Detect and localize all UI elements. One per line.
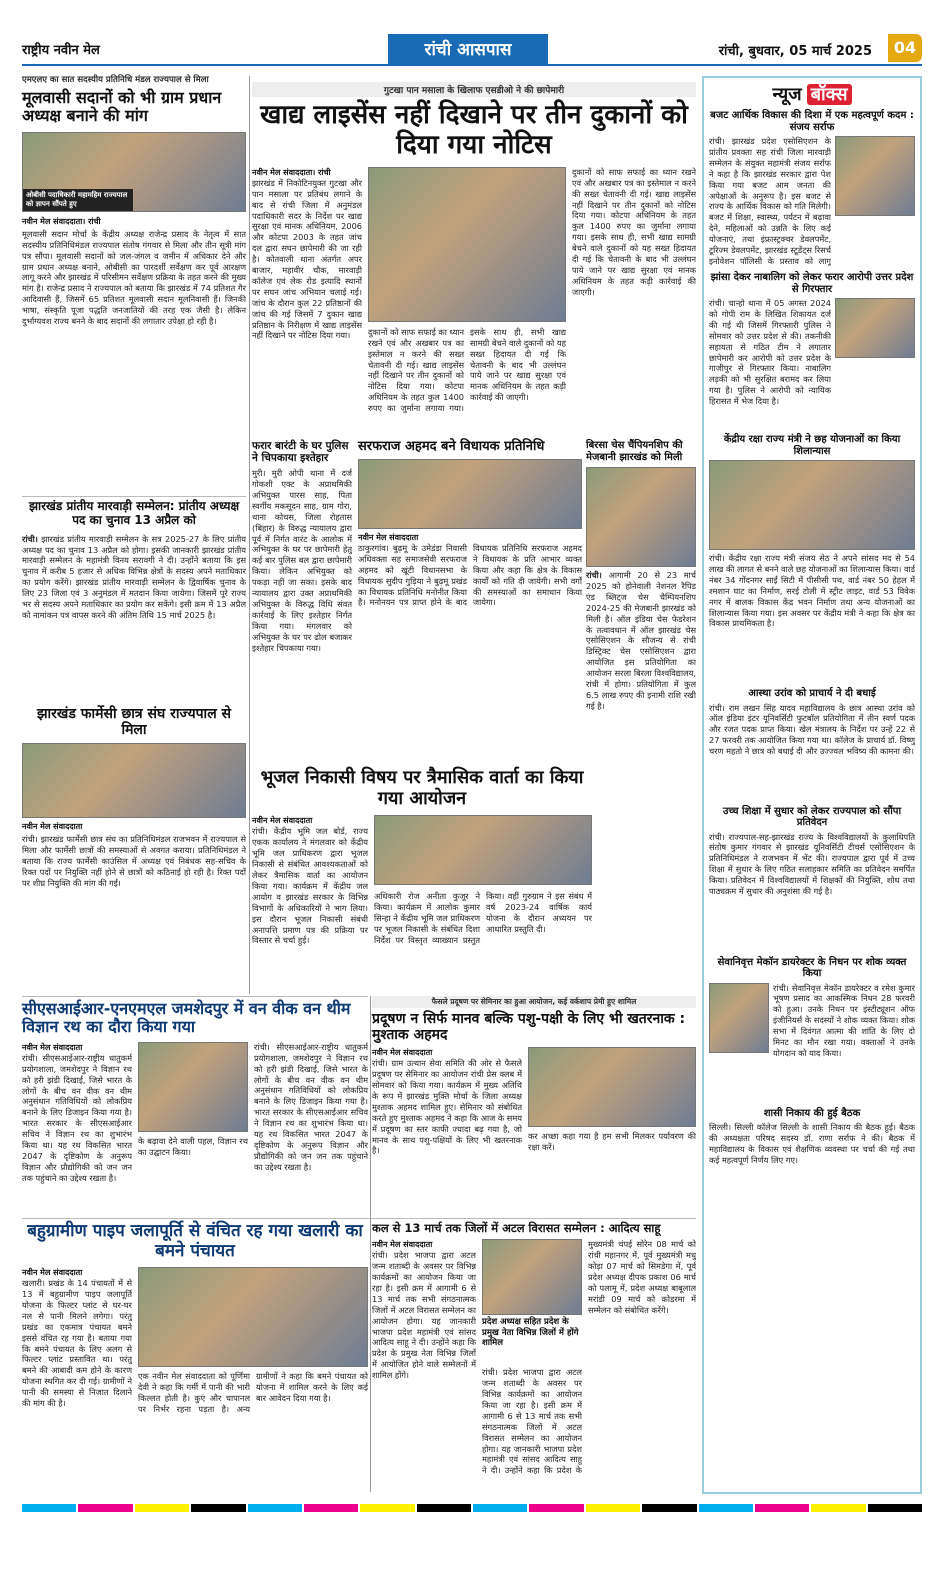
news-item [709, 272, 915, 428]
article-text: झारखंड प्रांतीय मारवाड़ी सम्मेलन के सत्र 2025-27 के लिए प्रांतीय अध्यक्ष पद का चुनाव 13 अप्रैल को होगा। इसकी जानकारी झारखंड प्रांतीय मारवाड़ी सम्मेलन के महामंत्री विनय सरावगी ने दी। उन्होंने बताया कि इस चुनाव में करीब 5 हजार से अधिक विभिन्न क्षेत्रों के सदस्य अपने मताधिकार का प्रयोग करेंगे। झारखंड प्रांतीय मारवाड़ी सम्मेलन के द्विवार्षिक चुनाव के लिए 23 जिला एवं 3 अनुमंडल में मतदान किया जायेगा। जिसमें पूरे राज्य भर से सदस्य अपने मताधिकार का प्रयोग कर सकेंगे। इसी क्रम में 13 अप्रैल को नामांकन पत्र वापस करने की अंतिम तिथि 15 मार्च 2025 है। [22, 533, 246, 620]
news-item-body: सिल्ली। सिल्ली कॉलेज सिल्ली के शासी निकाय की बैठक हुई। बैठक की अध्यक्षता परिषद सदस्य डॉ. राणा सर्राफ ने की। बैठक में महाविद्यालय के विकास एवं शैक्षणिक व्यवस्था पर चर्चा की गई तथा कई महत्वपूर्ण निर्णय लिए गए। [709, 1122, 915, 1165]
news-item-title: केंद्रीय रक्षा राज्य मंत्री ने छह योजनाओं का किया शिलान्यास [723, 434, 901, 457]
article-byline: रांची। [22, 533, 38, 544]
article-headline: कल से 13 मार्च तक जिलों में अटल विरासत सम्मेलन : आदित्य साहू [372, 1221, 661, 1235]
article-headline: भूजल निकासी विषय पर त्रैमासिक वार्ता का किया गया आयोजन [260, 767, 584, 809]
photo-caption: के बढ़ावा देने वाली पहल, विज्ञान रथ का उद्घाटन किया। [138, 1135, 248, 1157]
divider [22, 996, 368, 997]
article-byline: नवीन मेल संवाददाता [358, 532, 419, 542]
article-photo [138, 1267, 368, 1367]
article-column [372, 1239, 476, 1472]
article-water-supply [22, 1222, 368, 1492]
article-headline: झारखंड प्रांतीय मारवाड़ी सम्मेलन: प्रांतीय अध्यक्ष पद का चुनाव 13 अप्रैल को [28, 499, 240, 527]
news-item [709, 806, 915, 952]
column-rule [249, 76, 250, 994]
article-body: मूलवासी सदान मोर्चा के केंद्रीय अध्यक्ष राजेन्द्र प्रसाद के नेतृत्व में सात सदस्यीय प्रतिनिधिमंडल राज्यपाल संतोष गंगवार से मिला और तीन सूत्री मांग पत्र सौंपा। मूलवासी सदानों को जल-जंगल व जमीन में अधिकार देने और ग्राम प्रधान अध्यक्ष बनाने, ओबीसी का पारदर्शी सर्वेक्षण कर पूर्व आरक्षण लागू करने और झारखंड में परिसीमन सर्वेक्षण प्रक्रिया के तहत करने की मुख्य मांग है। राजेन्द्र प्रसाद ने राज्यपाल को बताया कि झारखंड में 74 प्रतिशत गैर आदिवासी हैं, जिसमें 65 प्रतिशत मूलवासी सदान मूलनिवासी हैं। जिनकी भाषा, संस्कृति पूजा पद्धति जनजातियों की तरह एक जैसी है। लेकिन दुर्भाग्यवश राज्य बनने के बाद सदानों की लगातार उपेक्षा हो रही है। [22, 228, 246, 327]
news-item-body: रांची। चान्हो थाना में 05 अगस्त 2024 को गोपी राम के लिखित शिकायत दर्ज की गई थी जिसमें गिरफ्तारी पुलिस ने सोमवार को उत्तर प्रदेश से की। तकनीकी सहायता से गठित टीम ने लगातार छापेमारी कर आरोपी को उत्तर प्रदेश के गाजीपुर से गिरफ्तार किया। नाबालिग लड़की को भी सुरक्षित बरामद कर लिया गया है। पुलिस ने आरोपी को न्यायिक हिरासत में भेज दिया है। [709, 298, 831, 407]
article-column [372, 1047, 522, 1194]
article-headline: बहुग्रामीण पाइप जलापूर्ति से वंचित रह गया खलारी का बमने पंचायत [27, 1221, 363, 1261]
article-headline: बिरसा चेस चैंपियनशिप की मेजबानी झारखंड को मिली [586, 440, 683, 463]
article-body [22, 534, 246, 679]
article-column [252, 815, 368, 984]
article-body: झारखंड में निकोटिनयुक्त गुटखा और पान मसाला पर प्रतिबंध लगाने के बाद से रांची जिला में अनुमंडल पदाधिकारी सदर के निर्देश पर खाद्य सुरक्षा एवं मानक अधिनियम, 2006 और कोटपा 2003 के तहत जांच दल द्वारा सघन छापेमारी की जा रही है। कोतवाली थाना अंतर्गत अपर बाजार, महावीर चौक, मारवाड़ी कॉलेज एवं लेक रोड इत्यादि स्थानों पर सघन जांच अभियान चलाई गई। जांच के दौरान कुल 22 प्रतिष्ठानों की जांच की गई जिसमें 7 दुकान खाद्य प्रतिष्ठान के निरीक्षण में खाद्य लाइसेंस नहीं दिखाने पर नोटिस दिया गया। [252, 177, 362, 341]
article-headline: खाद्य लाइसेंस नहीं दिखाने पर तीन दुकानों को दिया गया नोटिस [260, 100, 688, 160]
article-byline: नवीन मेल संवाददाता [372, 1240, 433, 1250]
article-photo [482, 1239, 582, 1315]
article-byline: नवीन मेल संवाददाता [22, 1268, 83, 1278]
article-column [22, 1042, 132, 1201]
article-body-continued: रांची। सीएसआईआर-राष्ट्रीय धातुकर्म प्रयोगशाला, जमशेदपुर ने विज्ञान रथ को हरी झंडी दिखाई, जिसे भारत के लोगों के बीच वन वीक वन थीम अनुसंधान गतिविधियों को लोकप्रिय बनाने के लिए डिजाइन किया गया है। भारत सरकार के सीएसआईआर सचिव ने विज्ञान रथ का शुभारंभ किया था। यह रथ विकसित भारत 2047 के दृष्टिकोण के अनुरूप विज्ञान और प्रौद्योगिकी को जन जन तक पहुंचाने का उद्देश्य रखता है। [254, 1041, 368, 1172]
news-item-body: रांची। राम लखन सिंह यादव महाविद्यालय के छात्र आस्था उरांव को ऑल इंडिया इंटर यूनिवर्सिटी फुटबॉल प्रतियोगिता में तीन स्वर्ण पदक और रजत पदक प्राप्त किया। खेल मंत्रालय के निर्देश पर उन्हें 22 से 27 फरवरी तक आयोजित किया गया था। कॉलेज के प्राचार्य डॉ. विष्णु चरण महतो ने छात्र को बधाई दी और उज्ज्वल भविष्य की कामना की। [709, 702, 915, 757]
news-item-title: शासी निकाय की हुई बैठक [763, 1107, 861, 1119]
article-photo [528, 1047, 696, 1127]
section-title: रांची आसपास [388, 34, 548, 66]
article-kicker: फैसले प्रदूषण पर सेमिनार का हुआ आयोजन, कई वर्कशाप प्रेमी हुए शामिल [372, 996, 696, 1008]
photo-caption: कर अच्छा कहा गया है हम सभी मिलकर पर्यावरण की रक्षा करें। [528, 1131, 696, 1153]
news-item-body: रांची। राज्यपाल-सह-झारखंड राज्य के विश्वविद्यालयों के कुलाधिपति संतोष कुमार गंगवार से झारखंड यूनिवर्सिटी टीचर्स एसोसिएशन के प्रतिनिधिमंडल ने राजभवन में भेंट की। राज्यपाल द्वारा पूर्व में उच्च शिक्षा में सुधार के लिए गठित सलाहकार समिति का प्रतिवेदन समर्पित किया। प्रतिवेदन में विश्वविद्यालयों में शिक्षकों की नियुक्ति, शोध तथा पाठ्यक्रम में सुधार की अनुशंसा की गई है। [709, 831, 915, 897]
news-item [709, 434, 915, 683]
article-column [22, 1267, 132, 1470]
article-science-chariot [22, 1000, 368, 1214]
news-box-title: न्यूज [772, 84, 802, 105]
article-byline: नवीन मेल संवाददाता [22, 822, 83, 832]
page-number: 04 [888, 34, 922, 62]
masthead [22, 34, 922, 66]
article-groundwater [252, 768, 592, 994]
article-body: रांची। ग्राम उत्थान सेवा समिति की ओर से फैसले प्रदूषण पर सेमिनार का आयोजन रांची प्रेस क्लब में सोमवार को किया गया। कार्यक्रम में मुख्य अतिथि के रूप में झारखंड मुक्ति मोर्चा के जिला अध्यक्ष मुश्ताक अहमद शामिल हुए। सेमिनार को संबोधित करते हुए मुश्ताक अहमद ने कहा कि आज के समय में प्रदूषण का स्तर काफी ज्यादा बढ़ गया है, जो मानव के साथ पशु-पक्षियों के लिए भी खतरनाक है। [372, 1058, 522, 1156]
news-item [709, 688, 915, 801]
article-photo [22, 743, 246, 818]
news-item-title: बजट आर्थिक विकास की दिशा में एक महत्वपूर्ण कदम : संजय सर्राफ [710, 110, 914, 133]
news-item-title: आस्था उरांव को प्राचार्य ने दी बधाई [748, 688, 876, 699]
divider [22, 496, 246, 497]
article-byline: नवीन मेल संवाददाता। रांची [22, 216, 101, 226]
article-headline: सरफराज अहमद बने विधायक प्रतिनिधि [358, 439, 545, 454]
article-body [586, 570, 696, 970]
article-kicker: गुटखा पान मसाला के खिलाफ एसडीओ ने की छापेमारी [252, 82, 696, 97]
article-body: रांची। झारखंड फार्मेसी छात्र संघ का प्रतिनिधिमंडल राजभवन में राज्यपाल से मिला और फार्मेसी छात्रों की समस्याओं से अवगत कराया। प्रतिनिधिमंडल ने बताया कि राज्य फार्मेसी काउंसिल में अध्यक्ष एवं निबंधक सह-सचिव के रिक्त पदों पर नियुक्ति नहीं होने से छात्रों को कठिनाई हो रही है। रिक्त पदों पर शीघ्र नियुक्ति की मांग की गई। [22, 834, 246, 888]
article-body-continued: रांची। प्रदेश भाजपा द्वारा अटल जन्म शताब्दी के अवसर पर विभिन्न कार्यक्रमों का आयोजन किया जा रहा है। इसी क्रम में आगामी 6 से 13 मार्च तक सभी संगठनात्मक जिलों में अटल विरासत सम्मेलन का आयोजन होगा। यह जानकारी भाजपा प्रदेश महामंत्री एवं सांसद आदित्य साहू ने दी। उन्होंने कहा कि प्रदेश के [482, 1367, 582, 1476]
article-photo [368, 167, 566, 322]
article-byline: नवीन मेल संवाददाता [252, 816, 313, 826]
photo-caption: ओबीसी पदाधिकारी महामहिम राज्यपाल को ज्ञापन सौंपते हुए [23, 189, 133, 211]
article-photo [138, 1042, 248, 1132]
article-body-side: मुख्यमंत्री चंपई सोरेन 08 मार्च को रांची महानगर में, पूर्व मुख्यमंत्री मधु कोड़ा 07 मार्च को सिमडेगा में, पूर्व प्रदेश अध्यक्ष दीपक प्रकाश 06 मार्च को पलामू में, प्रदेश अध्यक्ष बाबूलाल मरांडी 09 मार्च को कोडरमा में सम्मेलन को संबोधित करेंगे। [588, 1239, 696, 1315]
column-rule [370, 996, 371, 1492]
article-headline: फरार बारंटी के घर पुलिस ने चिपकाया इश्तेहार [252, 440, 349, 465]
photo-caption: प्रदेश अध्यक्ष सहित प्रदेश के प्रमुख नेता विभिन्न जिलों में होंगे शामिल [482, 1317, 579, 1349]
news-item-photo [709, 460, 915, 550]
article-byline: रांची। [586, 570, 602, 580]
article-body-continued: एक नवीन मेल संवाददाता को पूर्णिमा देवी ने कहा कि गर्मी में पानी की भारी किल्लत होती है। कुएं और चापानल पर निर्भर रहना पड़ता है। अन्य ग्रामीणों ने कहा कि बमने पंचायत को योजना में शामिल करने के लिए कई बार आवेदन दिया गया है। [138, 1371, 368, 1414]
article-photo [358, 459, 582, 529]
news-item-photo [835, 298, 915, 358]
article-atal-sammelan [372, 1222, 696, 1492]
news-item-body: रांची। झारखंड प्रदेश एसोसिएशन के प्रांतीय प्रवक्ता सह रांची जिला मारवाड़ी सम्मेलन के संयुक्त महामंत्री संजय सर्राफ ने कहा है कि झारखंड सरकार द्वारा पेश किया गया बजट आम जनता की अपेक्षाओं के अनुरूप है। इस बजट से राज्य के आर्थिक विकास को गति मिलेगी। बजट में शिक्षा, स्वास्थ्य, पर्यटन में बढ़ावा देने, महिलाओं को उन्नति के लिए कई योजनाएं, तथा इंफ्रास्ट्रक्चर डेवलपमेंट, टूरिज्म डेवलपमेंट, झारखंड स्टूडेंट्स रिसर्च इनोवेशन पॉलिसी के प्रस्ताव को लागू [709, 136, 831, 266]
article-headline: सीएसआईआर-एनएमएल जमशेदपुर में वन वीक वन थीम विज्ञान रथ का दौरा किया गया [22, 999, 351, 1037]
article-sarfaraz [358, 440, 582, 760]
article-marwari [22, 500, 246, 700]
news-item-title: सेवानिवृत्त मेकॉन डायरेक्टर के निधन पर शोक व्यक्त किया [717, 956, 907, 979]
article-body: मुरी। मुरी ओपी थाना में दर्ज गोकशी एक्ट के अप्राथमिकी अभियुक्त पारस साह, पिता स्वर्गीय मकसूदन साह, ग्राम गोरा, थाना कोचस, जिला रोहतास (बिहार) के विरुद्ध न्यायालय द्वारा पूर्व में निर्गत वारंट के आलोक में अभियुक्त के घर पर छापेमारी हेतु कई बार पुलिस बल द्वारा छापेमारी किया। लेकिन अभियुक्त को पकड़ा नहीं जा सका। इसके बाद न्यायालय द्वारा उक्त अप्राथमिकी अभियुक्त के विरुद्ध विधि संवत कार्रवाई के लिए इश्तेहार निर्गत किया गया। मंगलवार को अभियुक्त के घर पर ढोल बजाकर इश्तेहार चिपकाया गया। [252, 468, 352, 653]
article-byline: नवीन मेल संवाददाता [22, 1042, 83, 1052]
article-byline: नवीन मेल संवाददाता [372, 1048, 433, 1058]
news-item [709, 110, 915, 266]
article-headline: मूलवासी सदानों को भी ग्राम प्रधान अध्यक्ष बनाने की मांग [22, 88, 222, 126]
article-body: खलारी। प्रखंड के 14 पंचायतों में से 13 में बहुग्रामीण पाइप जलापूर्ति योजना के फिल्टर प्लांट से घर-घर नल से पानी मिलने लगेगा। परंतु प्रखंड का एकमात्र पंचायत बमने इससे वंचित रह गया है। बताया गया कि बमने पंचायत के लिए अलग से फिल्टर प्लांट प्रस्तावित था। परंतु बमने की आबादी कम होने के कारण योजना स्थगित कर दी गई। ग्रामीणों ने पानी की समस्या से निजात दिलाने की मांग की है। [22, 1278, 132, 1409]
article-kicker: एमएलए का सात सदस्यीय प्रतिनिधि मंडल राज्यपाल से मिला [22, 75, 209, 85]
news-item-photo [709, 983, 769, 1053]
news-item-photo [835, 136, 915, 216]
news-item-title: झांसा देकर नाबालिग को लेकर फरार आरोपी उत्तर प्रदेश से गिरफ्तार [710, 272, 914, 295]
article-byline: नवीन मेल संवाददाता। रांची [252, 167, 331, 177]
brand-name: राष्ट्रीय नवीन मेल [22, 43, 100, 58]
article-photo [374, 815, 592, 885]
news-item-title: उच्च शिक्षा में सुधार को लेकर राज्यपाल को सौंपा प्रतिवेदन [722, 805, 902, 828]
news-box-header [704, 82, 920, 106]
article-body: ठाकुरगांव। बुढ़मू के उमेडंडा निवासी अधिवक्ता सह समाजसेवी सरफराज अहमद को खूंटी विधानसभा के विधायक सुदीप गुड़िया ने बुढ़मू प्रखंड का विधायक प्रतिनिधि मनोनीत किया है। मनोनयन पत्र प्राप्त होने के बाद विधायक प्रतिनिधि सरफराज अहमद ने विधायक के प्रति आभार व्यक्त किया और कहा कि क्षेत्र के विकास कार्यों को गति दी जायेगी। सभी वर्गों की समस्याओं का समाधान किया जायेगा। [358, 542, 582, 608]
edition-date: रांची, बुधवार, 05 मार्च 2025 [718, 44, 872, 59]
news-item-body: रांची। सेवानिवृत्त मेकॉन डायरेक्टर व रमेश कुमार भूषण प्रसाद का आकस्मिक निधन 28 फरवरी को हुआ। उनके निधन पर इंस्टीट्यूशन ऑफ इंजीनियर्स के सदस्यों ने शोक व्यक्त किया। शोक सभा में दिवंगत आत्मा की शांति के लिए दो मिनट का मौन रखा गया। वक्ताओं ने उनके योगदान को याद किया। [773, 982, 915, 1058]
news-item-body: रांची। केंद्रीय रक्षा राज्य मंत्री संजय सेठ ने अपने सांसद मद से 54 लाख की लागत से बनने वाले छह योजनाओं का शिलान्यास किया। वार्ड नंबर 34 गोंदनगर साईं सिटी में पीसीसी पथ, वार्ड नंबर 50 हेहल में श्मशान घाट का निर्माण, सरई टोली में स्ट्रीट लाइट, वार्ड 53 विवेक नगर में बालक विकास केंद्र भवन निर्माण तथा अन्य योजनाओं का शिलान्यास किया गया। इस अवसर पर केंद्रीय मंत्री ने कहा कि क्षेत्र का विकास प्राथमिकता है। [709, 553, 915, 629]
article-pharmacy [22, 706, 246, 926]
article-photo [22, 132, 246, 212]
article-pollution [372, 996, 696, 1214]
article-body: रांची। सीएसआईआर-राष्ट्रीय धातुकर्म प्रयोगशाला, जमशेदपुर ने विज्ञान रथ को हरी झंडी दिखाई, जिसे भारत के लोगों के बीच वन वीक वन थीम अनुसंधान गतिविधियों को लोकप्रिय बनाने के लिए डिजाइन किया गया है। भारत सरकार के सीएसआईआर सचिव ने विज्ञान रथ का शुभारंभ किया था। यह रथ विकसित भारत 2047 के दृष्टिकोण के अनुरूप विज्ञान और प्रौद्योगिकी को जन जन तक पहुंचाने का उद्देश्य रखता है। [22, 1052, 132, 1183]
article-headline: झारखंड फार्मेसी छात्र संघ राज्यपाल से मिला [36, 706, 232, 739]
article-warrant [252, 440, 352, 760]
article-body-continued: अधिकारी रोज अनीता कुजूर ने किया। कार्यक्रम में आलोक कुमार सिन्हा ने केंद्रीय भूमि जल प्राधिकरण पर भूजल निकासी के संबंधित दिशा निर्देश पर विस्तृत व्याख्यान प्रस्तुत किया। वहीं गुरुग्राम ने इस संबंध में वर्ष 2023-24 वार्षिक कार्य योजना के दौरान अध्ययन पर आधारित प्रस्तुति दी। [374, 891, 592, 945]
article-body-continued: दुकानों को साफ सफाई का ध्यान रखने एवं और अखबार पत्र का इस्तेमाल न करने की सख्त चेतावनी दी गई। खाद्य लाइसेंस नहीं दिखाने पर तीन दुकानों को नोटिस दिया गया। कोटपा अधिनियम के तहत कुल 1400 रुपए का जुर्माना लगाया गया। इसके साथ ही, सभी खाद्य सामग्री बेचने वाले दुकानों को यह सख्त हिदायत दी गई कि चेतावनी के बाद भी उल्लंघन पाये जाने पर खाद्य सुरक्षा एवं मानक अधिनियम के तहत कड़ी कार्रवाई की जाएगी। [368, 326, 566, 414]
news-box [702, 76, 922, 1494]
article-body-side: दुकानों को साफ सफाई का ध्यान रखने एवं और अखबार पत्र का इस्तेमाल न करने की सख्त चेतावनी दी गई। खाद्य लाइसेंस नहीं दिखाने पर तीन दुकानों को नोटिस दिया गया। कोटपा अधिनियम के तहत कुल 1400 रुपए का जुर्माना लगाया गया। इसके साथ ही, सभी खाद्य सामग्री बेचने वाले दुकानों को यह सख्त हिदायत दी गई कि चेतावनी के बाद भी उल्लंघन पाये जाने पर खाद्य सुरक्षा एवं मानक अधिनियम के तहत कड़ी कार्रवाई की जाएगी। [572, 166, 696, 297]
article-body: रांची। केंद्रीय भूमि जल बोर्ड, राज्य एकक कार्यालय ने मंगलवार को केंद्रीय भूमि जल प्राधिकरण द्वारा भूजल निकासी से संबंधित आवश्यकताओं को लेकर त्रैमासिक वार्ता का आयोजन किया गया। कार्यक्रम में केंद्रीय जल आयोग व झारखंड सरकार के विभिन्न विभागों के अधिकारियों ने भाग लिया। इस दौरान भूजल निकासी संबंधी अनापत्ति प्रमाण पत्र की प्रक्रिया पर विस्तार से चर्चा हुई। [252, 826, 368, 946]
news-box-title-accent: बॉक्स [807, 84, 852, 105]
news-item [709, 1108, 915, 1183]
article-body: रांची। प्रदेश भाजपा द्वारा अटल जन्म शताब्दी के अवसर पर विभिन्न कार्यक्रमों का आयोजन किया जा रहा है। इसी क्रम में आगामी 6 से 13 मार्च तक सभी संगठनात्मक जिलों में अटल विरासत सम्मेलन का आयोजन होगा। यह जानकारी भाजपा प्रदेश महामंत्री एवं सांसद आदित्य साहू ने दी। उन्होंने कहा कि प्रदेश के प्रमुख नेता विभिन्न जिलों में आयोजित होने वाले सम्मेलनों में शामिल होंगे। [372, 1250, 476, 1381]
printer-color-bar [22, 1504, 922, 1512]
article-food-license [252, 82, 696, 442]
article-moolvasi [22, 74, 246, 524]
article-headline: प्रदूषण न सिर्फ मानव बल्कि पशु-पक्षी के लिए भी खतरनाक : मुश्ताक अहमद [372, 1011, 686, 1044]
article-chess [586, 440, 696, 992]
article-column [252, 167, 362, 410]
article-text: आगामी 20 से 23 मार्च 2025 को होनेवाली नेशनल रैपिड एंड ब्लिट्ज चेस चैम्पियनशिप 2024-25 की मेजबानी झारखंड को मिली है। ऑल इंडिया चेस फेडरेशन के तत्वावधान में ऑल झारखंड चेस एसोसिएशन के सौजन्य से रांची डिस्ट्रिक्ट चेस एसोसिएशन द्वारा आयोजित इस प्रतियोगिता का आयोजन सरला बिरला विश्वविद्यालय, रांची में होगा। प्रतियोगिता में कुल 6.5 लाख रुपए की इनामी राशि रखी गई है। [586, 570, 696, 711]
news-item [709, 957, 915, 1103]
divider [22, 1218, 696, 1219]
article-photo [586, 467, 696, 567]
